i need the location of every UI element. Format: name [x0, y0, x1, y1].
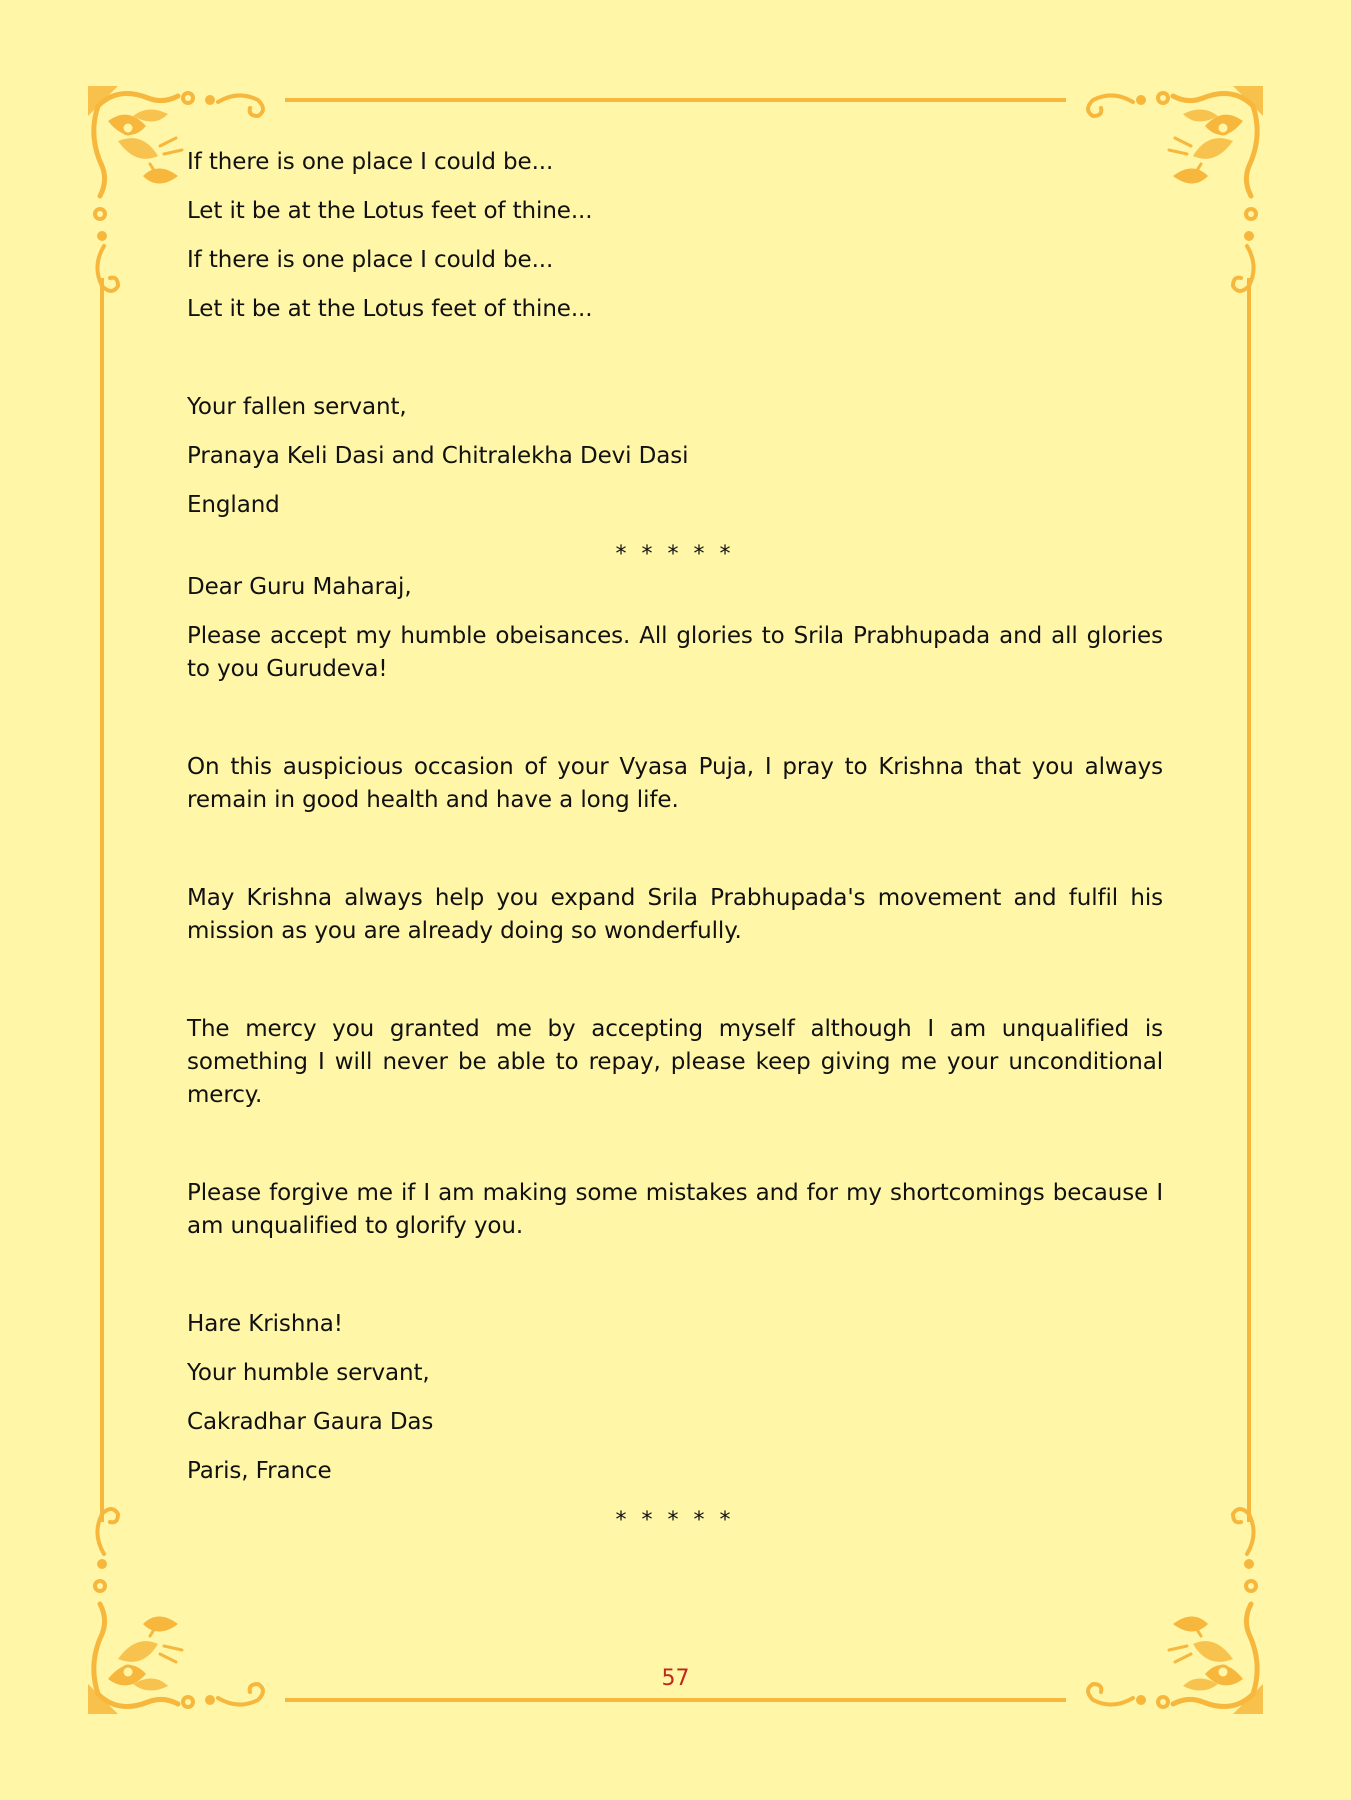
poem-line: Let it be at the Lotus feet of thine... — [187, 198, 593, 224]
letter-paragraph: May Krishna always help you expand Srila Prabhupada's movement and fulfil his mission as you are already doing so wonderfully. — [187, 885, 1163, 944]
letter-paragraph: Please accept my humble obeisances. All glories to Srila Prabhupada and all glories to you Gurudeva! — [187, 623, 1163, 682]
poem-line: If there is one place I could be... — [187, 149, 554, 175]
signature-location: England — [187, 492, 280, 518]
letter-signature-name: Cakradhar Gaura Das — [187, 1409, 434, 1435]
letter-salutation: Dear Guru Maharaj, — [187, 574, 412, 600]
signature-closing: Your fallen servant, — [187, 394, 407, 420]
letter-paragraph: The mercy you granted me by accepting myself although I am unqualified is something I will never be able to repay, please keep giving me your unconditional mercy. — [187, 1016, 1163, 1108]
page-content — [187, 146, 1163, 1537]
letter-closing: Your humble servant, — [187, 1360, 430, 1386]
poem-line: If there is one place I could be... — [187, 247, 554, 273]
section-separator: * * * * * — [615, 542, 735, 567]
signature-names: Pranaya Keli Dasi and Chitralekha Devi Dasi — [187, 443, 689, 469]
letter-greeting: Hare Krishna! — [187, 1311, 343, 1337]
letter-paragraph: Please forgive me if I am making some mistakes and for my shortcomings because I am unqualified to glorify you. — [187, 1180, 1163, 1239]
page-number: 57 — [661, 1666, 690, 1691]
section-separator: * * * * * — [615, 1508, 735, 1533]
letter-signature-location: Paris, France — [187, 1458, 332, 1484]
poem-line: Let it be at the Lotus feet of thine... — [187, 296, 593, 322]
letter-paragraph: On this auspicious occasion of your Vyasa Puja, I pray to Krishna that you always remain in good health and have a long life. — [187, 754, 1163, 813]
